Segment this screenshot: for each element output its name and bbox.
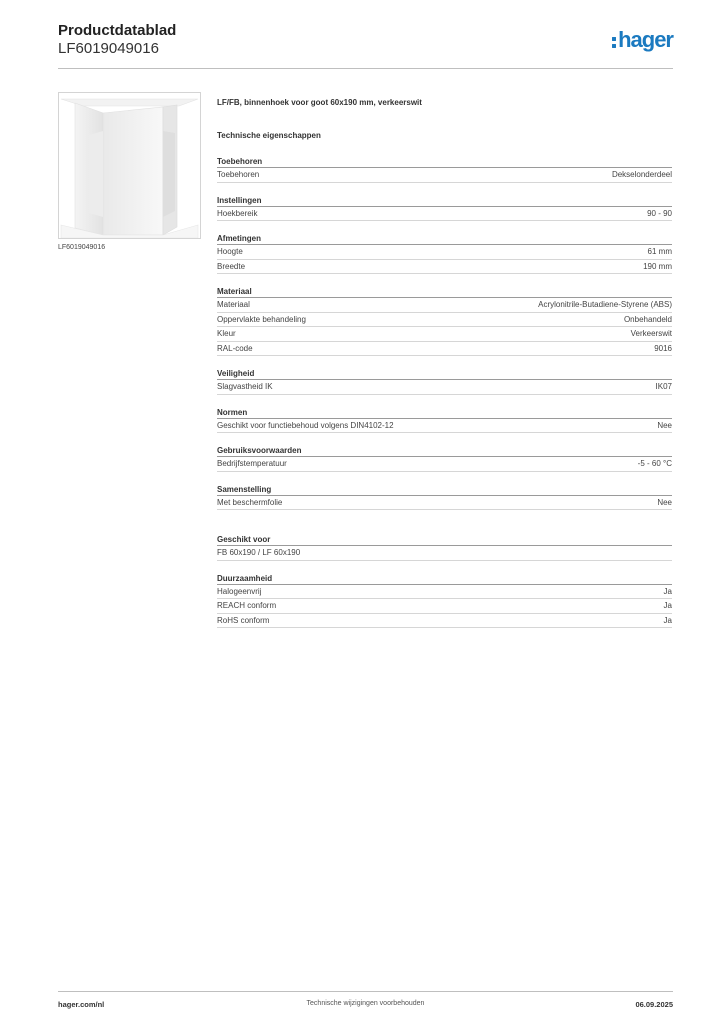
spec-label: Kleur — [217, 329, 236, 338]
logo-dots-icon — [612, 36, 616, 50]
spec-row — [217, 313, 672, 328]
spec-label: Bedrijfstemperatuur — [217, 459, 287, 468]
spec-value: Acrylonitrile-Butadiene-Styrene (ABS) — [538, 300, 672, 309]
footer-disclaimer: Technische wijzigingen voorbehouden — [306, 1000, 425, 1007]
spec-label: Geschikt voor functiebehoud volgens DIN4102-12 — [217, 420, 394, 430]
section-title: Samenstelling — [217, 484, 672, 496]
document-title: Productdatablad — [58, 22, 177, 39]
section-geschikt-voor — [217, 534, 672, 561]
spec-label: Halogeenvrij — [217, 586, 262, 596]
spec-row — [217, 260, 672, 275]
spec-label: FB 60x190 / LF 60x190 — [217, 548, 301, 557]
spec-row — [217, 599, 672, 614]
spec-row — [217, 496, 672, 511]
spec-value: Onbehandeld — [623, 314, 672, 324]
section-gebruiksvoorwaarden — [217, 445, 672, 472]
section-instellingen — [217, 195, 672, 222]
spec-value: Ja — [663, 615, 672, 625]
spec-label: Met beschermfolie — [217, 497, 283, 507]
spec-value: 90 - 90 — [647, 208, 672, 218]
footer-website-link[interactable]: hager.com/nl — [58, 1000, 105, 1009]
spec-value: 61 mm — [647, 247, 672, 256]
spec-label: Hoekbereik — [217, 208, 258, 218]
spec-row — [217, 457, 672, 472]
spec-row — [217, 546, 672, 561]
spec-row — [217, 245, 672, 260]
spec-value: Verkeerswit — [630, 329, 672, 338]
spec-label: Breedte — [217, 261, 246, 271]
spec-value: Dekselonderdeel — [611, 170, 672, 179]
section-toebehoren — [217, 156, 672, 183]
product-title: LF/FB, binnenhoek voor goot 60x190 mm, verkeerswit — [217, 98, 422, 107]
section-title: Toebehoren — [217, 156, 672, 168]
spec-label: Materiaal — [217, 300, 250, 309]
spec-value: Nee — [657, 497, 672, 507]
section-samenstelling — [217, 484, 672, 511]
spec-row — [217, 380, 672, 395]
section-title: Gebruiksvoorwaarden — [217, 445, 672, 457]
page-footer — [58, 991, 673, 1011]
section-duurzaamheid — [217, 573, 672, 629]
inner-corner-product-icon — [59, 93, 200, 238]
spec-value: Ja — [663, 601, 672, 610]
tech-heading: Technische eigenschappen — [217, 131, 321, 140]
spec-label: RoHS conform — [217, 615, 270, 625]
section-title: Veiligheid — [217, 368, 672, 380]
product-code: LF6019049016 — [58, 40, 159, 57]
spec-row — [217, 207, 672, 222]
product-details — [217, 96, 672, 628]
section-title: Normen — [217, 407, 672, 419]
spec-value: 190 mm — [643, 261, 672, 271]
spec-row — [217, 298, 672, 313]
spec-value: -5 - 60 °C — [637, 459, 672, 468]
section-title: Duurzaamheid — [217, 573, 672, 585]
product-image — [58, 92, 201, 239]
spec-value: Ja — [663, 586, 672, 596]
spec-label: REACH conform — [217, 601, 277, 610]
section-title: Instellingen — [217, 195, 672, 207]
image-caption: LF6019049016 — [58, 244, 106, 251]
hager-logo — [612, 28, 673, 52]
spec-label: Hoogte — [217, 247, 243, 256]
section-materiaal — [217, 286, 672, 356]
spec-row — [217, 585, 672, 600]
spec-label: Toebehoren — [217, 170, 260, 179]
section-title: Afmetingen — [217, 233, 672, 245]
spec-label: RAL-code — [217, 343, 253, 353]
spec-value: Nee — [657, 420, 672, 430]
spec-value: 9016 — [654, 343, 672, 353]
section-title: Materiaal — [217, 286, 672, 298]
page-header — [58, 22, 673, 69]
spec-label: Oppervlakte behandeling — [217, 314, 306, 324]
footer-date: 06.09.2025 — [635, 1000, 673, 1009]
spec-row — [217, 342, 672, 357]
spec-value: IK07 — [655, 382, 672, 391]
logo-text: hager — [618, 27, 673, 52]
section-normen — [217, 407, 672, 434]
section-afmetingen — [217, 233, 672, 274]
spec-row — [217, 168, 672, 183]
spec-label: Slagvastheid IK — [217, 382, 273, 391]
section-veiligheid — [217, 368, 672, 395]
section-title: Geschikt voor — [217, 534, 672, 546]
spec-row — [217, 614, 672, 629]
spec-row — [217, 327, 672, 342]
spec-row — [217, 419, 672, 434]
